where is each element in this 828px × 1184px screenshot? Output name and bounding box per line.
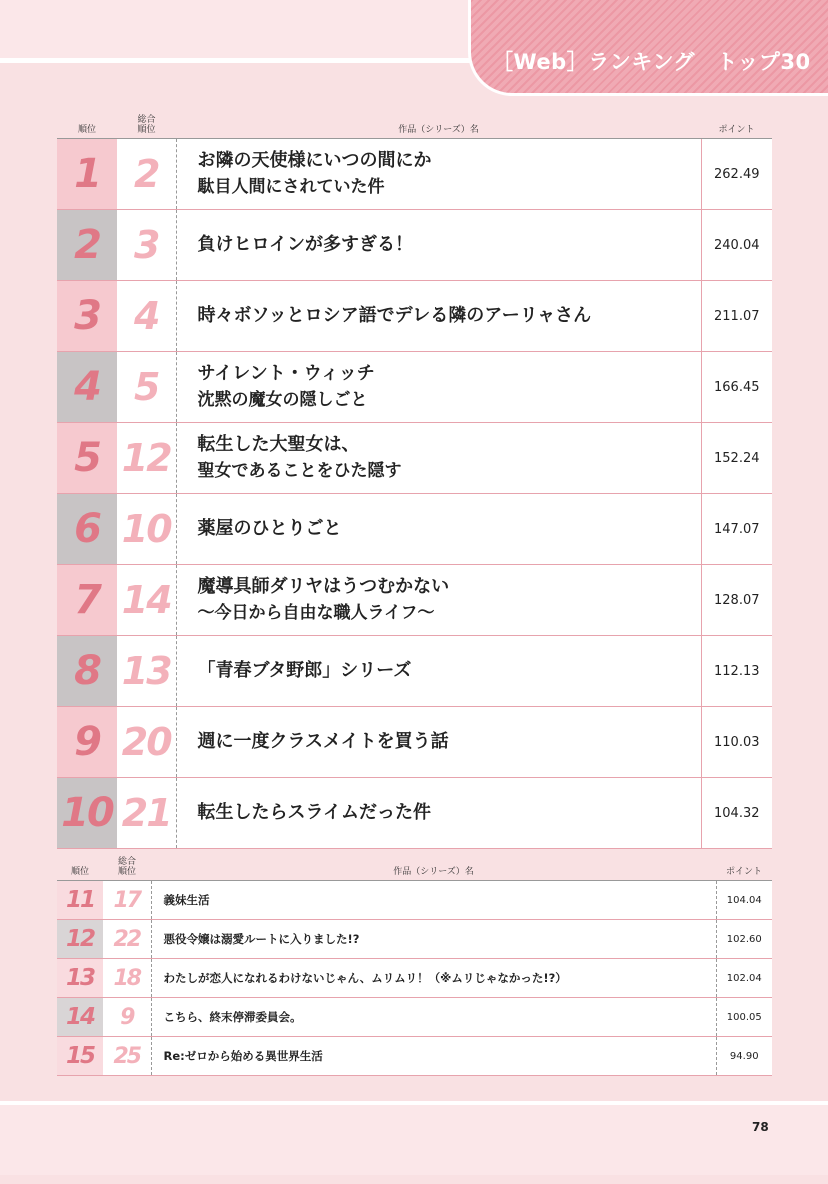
overall-rank: 25 bbox=[103, 1037, 151, 1076]
footer-band bbox=[0, 1101, 828, 1175]
rank-number: 15 bbox=[57, 1037, 103, 1076]
table-row bbox=[57, 565, 772, 636]
table-row bbox=[57, 707, 772, 778]
work-title-line1: 時々ボソッとロシア語でデレる隣のアーリャさん bbox=[197, 305, 592, 326]
page-title: ［Web］ランキング トップ30 bbox=[492, 50, 811, 74]
column-header-rank: 順位 bbox=[57, 857, 103, 881]
work-title bbox=[176, 210, 701, 281]
points-value: 104.32 bbox=[701, 778, 772, 849]
overall-rank: 9 bbox=[103, 998, 151, 1037]
points-value: 112.13 bbox=[701, 636, 772, 707]
work-title: わたしが恋人になれるわけないじゃん、ムリムリ！（※ムリじゃなかった!?） bbox=[151, 959, 716, 998]
work-title: こちら、終末停滞委員会。 bbox=[151, 998, 716, 1037]
table-header-row bbox=[57, 857, 772, 881]
points-value: 147.07 bbox=[701, 494, 772, 565]
work-title bbox=[176, 423, 701, 494]
page-number: 78 bbox=[752, 1120, 769, 1134]
overall-rank: 21 bbox=[117, 778, 176, 849]
rank-number: 12 bbox=[57, 920, 103, 959]
rank-number: 2 bbox=[57, 210, 117, 281]
rank-number: 6 bbox=[57, 494, 117, 565]
work-title bbox=[176, 636, 701, 707]
work-title-line1: 週に一度クラスメイトを買う話 bbox=[197, 731, 449, 752]
table-row bbox=[57, 423, 772, 494]
rank-number: 8 bbox=[57, 636, 117, 707]
work-title-line2: 沈黙の魔女の隠しごと bbox=[197, 390, 368, 410]
overall-rank: 5 bbox=[117, 352, 176, 423]
work-title-line1: 転生した大聖女は、 bbox=[197, 434, 360, 455]
overall-rank: 12 bbox=[117, 423, 176, 494]
table-row bbox=[57, 352, 772, 423]
work-title-line1: 魔導具師ダリヤはうつむかない bbox=[197, 576, 450, 597]
table-row bbox=[57, 210, 772, 281]
column-header-overall bbox=[103, 857, 151, 881]
rank-number: 9 bbox=[57, 707, 117, 778]
overall-rank: 22 bbox=[103, 920, 151, 959]
column-header-overall bbox=[117, 113, 176, 139]
overall-rank: 20 bbox=[117, 707, 176, 778]
work-title-line2: 駄目人間にされていた件 bbox=[197, 177, 385, 197]
table-row bbox=[57, 139, 772, 210]
table-row bbox=[57, 998, 772, 1037]
column-header-points: ポイント bbox=[716, 857, 772, 881]
column-header-rank: 順位 bbox=[57, 113, 117, 139]
points-value: 240.04 bbox=[701, 210, 772, 281]
rank-number: 3 bbox=[57, 281, 117, 352]
points-value: 94.90 bbox=[716, 1037, 772, 1076]
work-title-line1: 転生したらスライムだった件 bbox=[197, 802, 431, 823]
overall-rank: 2 bbox=[117, 139, 176, 210]
work-title-line1: 負けヒロインが多すぎる！ bbox=[197, 234, 413, 255]
points-value: 102.04 bbox=[716, 959, 772, 998]
table-row bbox=[57, 778, 772, 849]
points-value: 128.07 bbox=[701, 565, 772, 636]
overall-rank: 13 bbox=[117, 636, 176, 707]
work-title bbox=[176, 565, 701, 636]
column-header-title: 作品（シリーズ）名 bbox=[151, 857, 716, 881]
table-row bbox=[57, 636, 772, 707]
rank-number: 4 bbox=[57, 352, 117, 423]
points-value: 104.04 bbox=[716, 881, 772, 920]
rank-number: 14 bbox=[57, 998, 103, 1037]
ranking-table-bottom bbox=[57, 857, 772, 1076]
overall-rank: 17 bbox=[103, 881, 151, 920]
points-value: 100.05 bbox=[716, 998, 772, 1037]
work-title bbox=[176, 707, 701, 778]
work-title bbox=[176, 352, 701, 423]
column-header-points: ポイント bbox=[701, 113, 772, 139]
work-title: 悪役令嬢は溺愛ルートに入りました!? bbox=[151, 920, 716, 959]
work-title bbox=[176, 494, 701, 565]
work-title bbox=[176, 139, 701, 210]
work-title-line1: お隣の天使様にいつの間にか bbox=[197, 150, 432, 171]
overall-rank: 4 bbox=[117, 281, 176, 352]
points-value: 102.60 bbox=[716, 920, 772, 959]
column-header-overall-label: 総合順位 bbox=[117, 857, 136, 877]
points-value: 110.03 bbox=[701, 707, 772, 778]
points-value: 166.45 bbox=[701, 352, 772, 423]
points-value: 262.49 bbox=[701, 139, 772, 210]
rank-number: 11 bbox=[57, 881, 103, 920]
table-row bbox=[57, 1037, 772, 1076]
work-title-line2: 聖女であることをひた隠す bbox=[197, 461, 402, 481]
work-title: Re:ゼロから始める異世界生活 bbox=[151, 1037, 716, 1076]
work-title: 義妹生活 bbox=[151, 881, 716, 920]
points-value: 152.24 bbox=[701, 423, 772, 494]
table-row bbox=[57, 881, 772, 920]
rank-number: 10 bbox=[57, 778, 117, 849]
table-header-row bbox=[57, 113, 772, 139]
column-header-title: 作品（シリーズ）名 bbox=[176, 113, 701, 139]
overall-rank: 14 bbox=[117, 565, 176, 636]
rank-number: 1 bbox=[57, 139, 117, 210]
rank-number: 13 bbox=[57, 959, 103, 998]
overall-rank: 18 bbox=[103, 959, 151, 998]
work-title bbox=[176, 778, 701, 849]
work-title bbox=[176, 281, 701, 352]
table-row bbox=[57, 920, 772, 959]
work-title-line1: 薬屋のひとりごと bbox=[197, 518, 342, 539]
table-row bbox=[57, 494, 772, 565]
overall-rank: 3 bbox=[117, 210, 176, 281]
rank-number: 5 bbox=[57, 423, 117, 494]
work-title-line1: 「青春ブタ野郎」シリーズ bbox=[197, 660, 412, 681]
table-row bbox=[57, 281, 772, 352]
table-row bbox=[57, 959, 772, 998]
column-header-overall-label: 総合順位 bbox=[137, 115, 156, 135]
work-title-line2: ～今日から自由な職人ライフ～ bbox=[197, 603, 435, 623]
work-title-line1: サイレント・ウィッチ bbox=[197, 363, 375, 384]
overall-rank: 10 bbox=[117, 494, 176, 565]
rank-number: 7 bbox=[57, 565, 117, 636]
ranking-table-top bbox=[57, 113, 772, 849]
points-value: 211.07 bbox=[701, 281, 772, 352]
